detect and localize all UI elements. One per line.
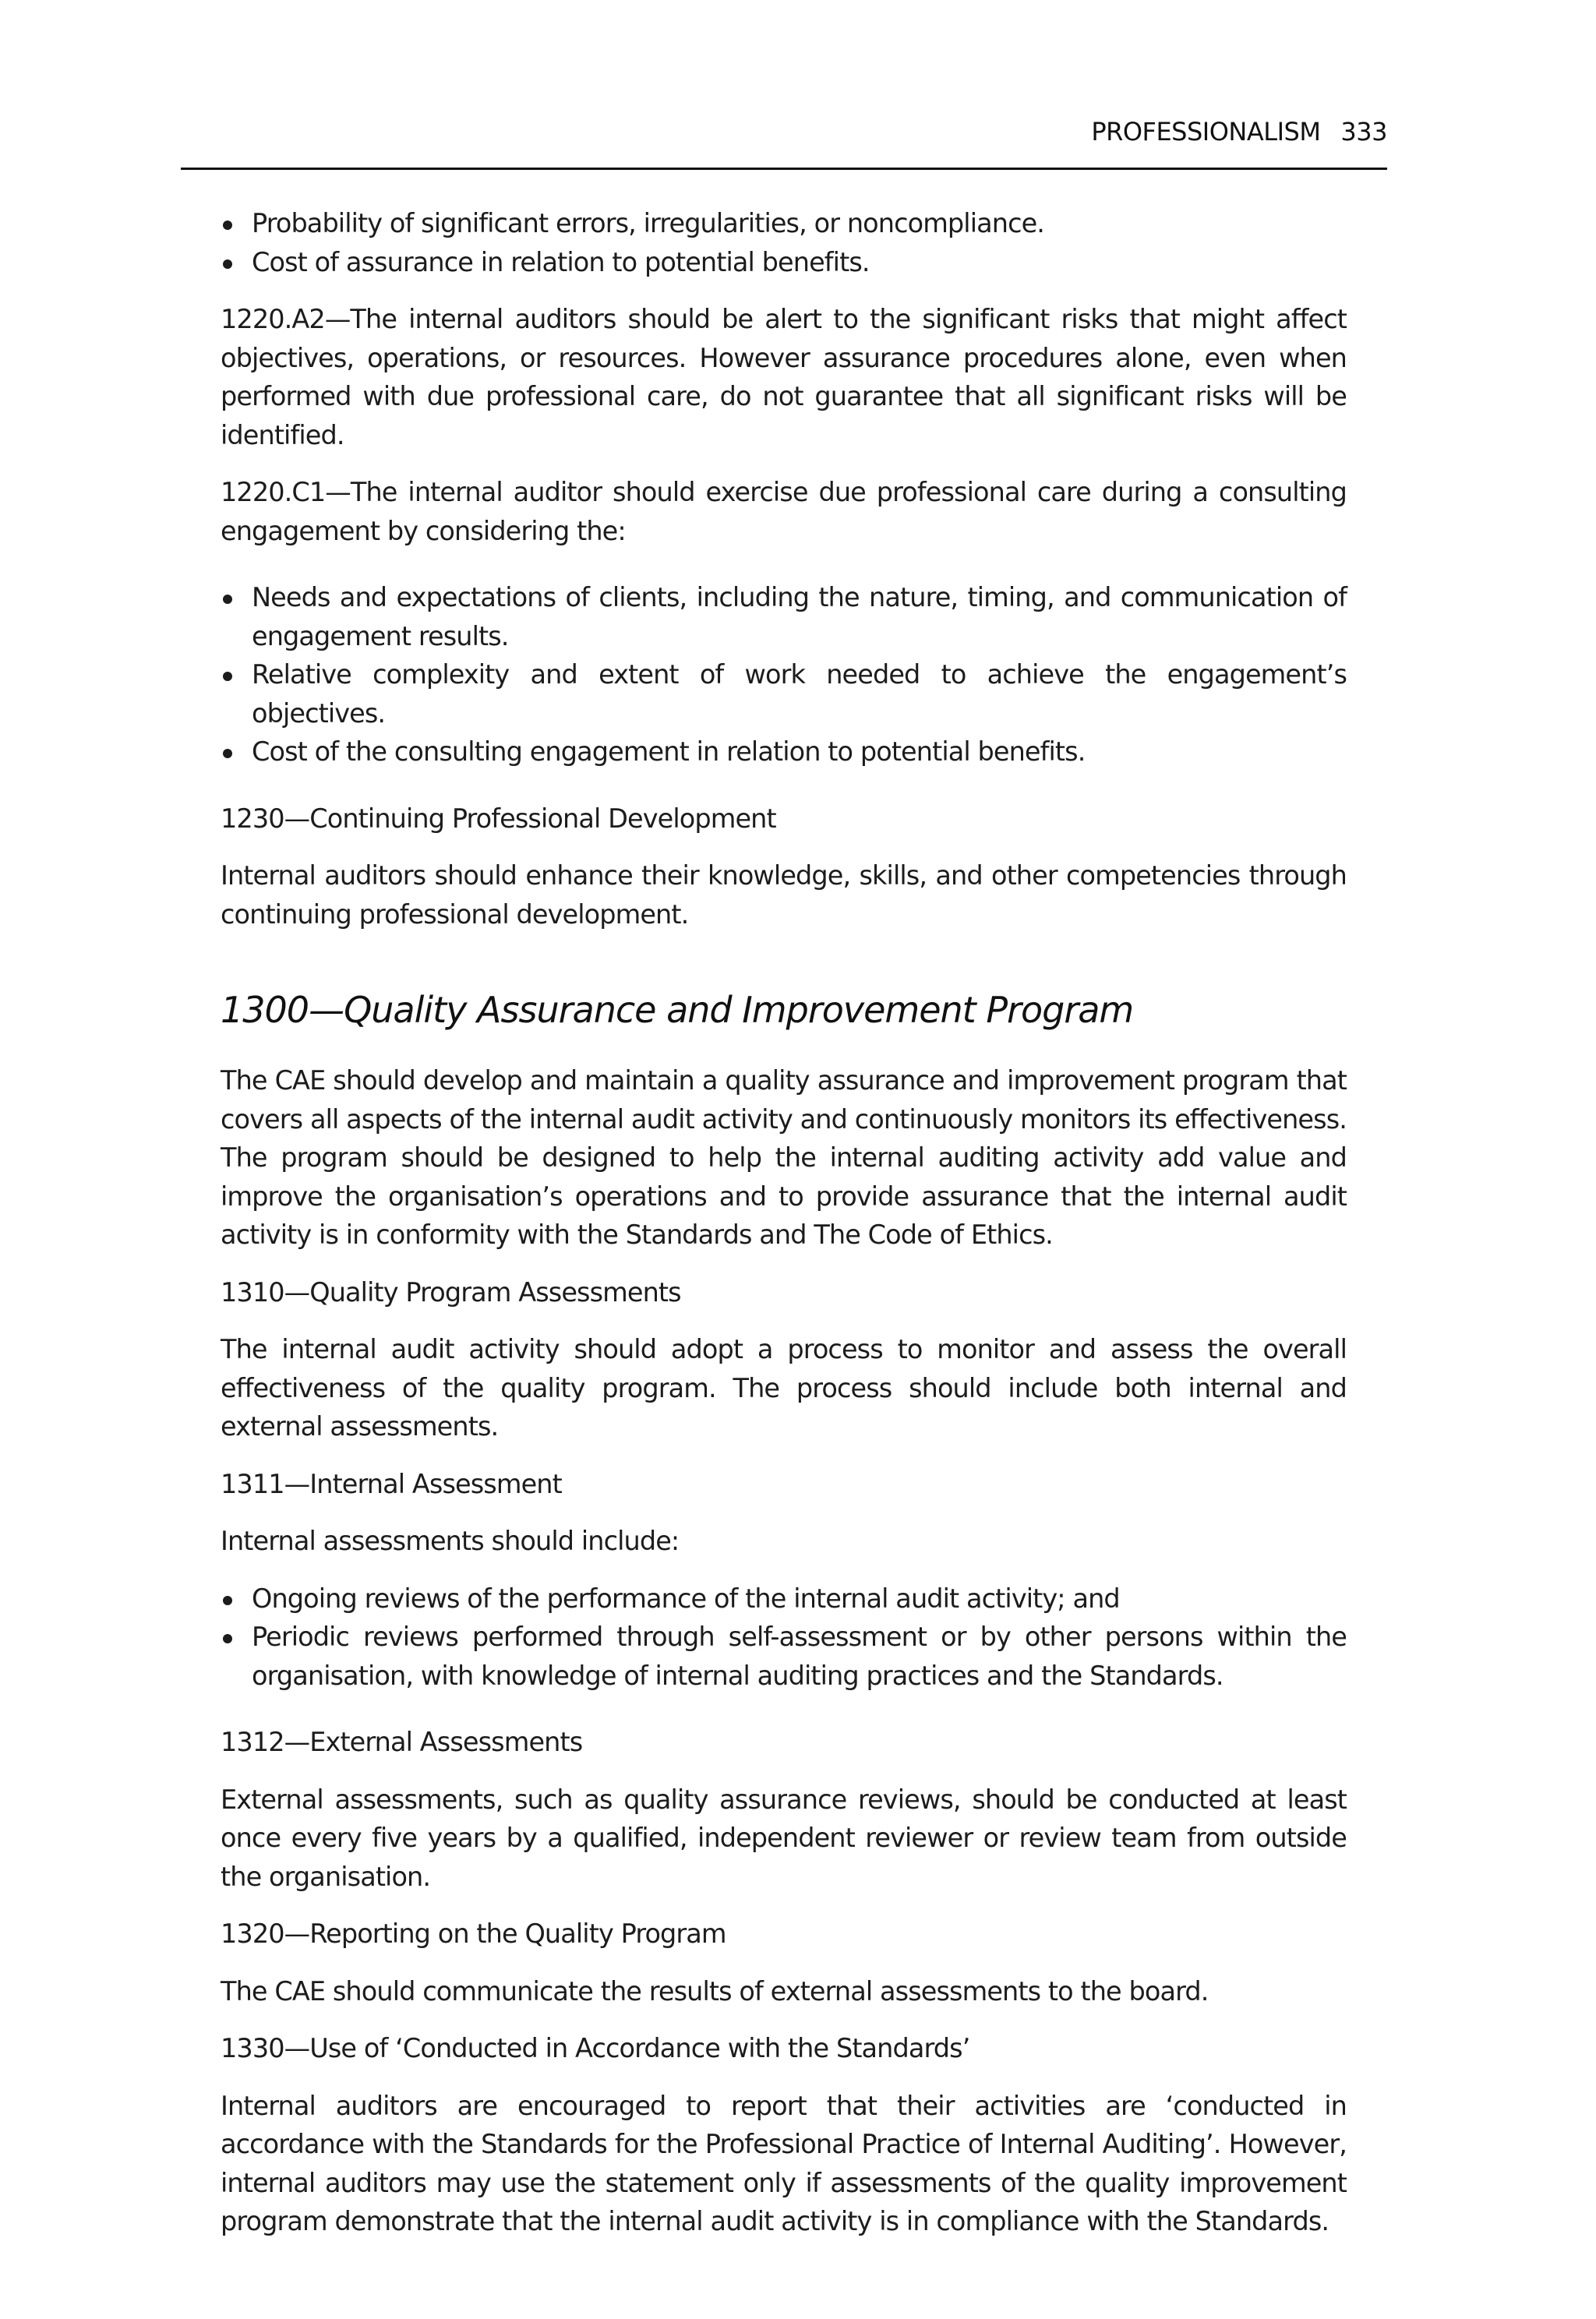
bullet-dot-icon: [223, 672, 232, 681]
bullet-dot-icon: [223, 1596, 232, 1605]
list-item: Needs and expectations of clients, including the nature, timing, and communication of engagement results.: [221, 578, 1347, 655]
subheading-1312: 1312—External Assessments: [221, 1727, 583, 1757]
subheading-1330: 1330—Use of ‘Conducted in Accordance with the Standards’: [221, 2033, 970, 2063]
assurance-bullet-list: [221, 204, 1347, 281]
paragraph-1310: The internal audit activity should adopt a process to monitor and assess the overall effectiveness of the quality program. The process should include both internal and external assessments.: [221, 1334, 1347, 1442]
section-heading-1300: 1300—Quality Assurance and Improvement Program: [221, 989, 1134, 1031]
paragraph-1320: The CAE should communicate the results of external assessments to the board.: [221, 1975, 1209, 2007]
bullet-dot-icon: [223, 259, 232, 269]
bullet-dot-icon: [223, 595, 232, 604]
paragraph-1311: Internal assessments should include:: [221, 1526, 680, 1556]
paragraph-1300: The CAE should develop and maintain a quality assurance and improvement program that covers all aspects of the internal audit activity and continuously monitors its effectiveness. The program should be designed to help the internal auditing activity add value and improve the organisation’s operations and to provide assurance that the internal audit activity is in conformity with the Standards and The Code of Ethics.: [221, 1065, 1347, 1250]
running-header: [181, 117, 1387, 146]
bullet-dot-icon: [223, 749, 232, 758]
page-number: 333: [1340, 117, 1387, 146]
subheading-1310: 1310—Quality Program Assessments: [221, 1276, 681, 1308]
paragraph-1220-c1: 1220.C1—The internal auditor should exercise due professional care during a consulting engagement by considering the:: [221, 477, 1347, 546]
list-item: Cost of assurance in relation to potential benefits.: [221, 243, 1347, 282]
header-rule: [181, 168, 1387, 170]
page-body: [221, 204, 1347, 2260]
subheading-1230: 1230—Continuing Professional Development: [221, 803, 776, 834]
subheading-1311: 1311—Internal Assessment: [221, 1468, 562, 1499]
paragraph-1312: External assessments, such as quality assurance reviews, should be conducted at least once every five years by a qualified, independent reviewer or review team from outside the organisation.: [221, 1784, 1347, 1892]
list-item: Cost of the consulting engagement in relation to potential benefits.: [221, 732, 1347, 771]
bullet-dot-icon: [223, 221, 232, 230]
list-item: Probability of significant errors, irregularities, or noncompliance.: [221, 204, 1347, 243]
subheading-1320: 1320—Reporting on the Quality Program: [221, 1918, 726, 1949]
list-item: Relative complexity and extent of work needed to achieve the engagement’s objectives.: [221, 655, 1347, 732]
running-head-title: PROFESSIONALISM: [1091, 117, 1321, 146]
paragraph-1330: Internal auditors are encouraged to report that their activities are ‘conducted in accordance with the Standards for the Professional Practice of Internal Auditing’. However, internal auditors may use the statement only if assessments of the quality improvement program demonstrate that the internal audit activity is in compliance with the Standards.: [221, 2090, 1347, 2236]
consulting-bullet-list: [221, 578, 1347, 771]
bullet-dot-icon: [223, 1634, 232, 1643]
internal-assessment-bullet-list: [221, 1580, 1347, 1696]
paragraph-1230: Internal auditors should enhance their knowledge, skills, and other competencies through continuing professional development.: [221, 860, 1347, 930]
list-item: Periodic reviews performed through self-assessment or by other persons within the organisation, with knowledge of internal auditing practices and the Standards.: [221, 1618, 1347, 1695]
paragraph-1220-a2: 1220.A2—The internal auditors should be alert to the significant risks that might affect objectives, operations, or resources. However assurance procedures alone, even when performed with due professional care, do not guarantee that all significant risks will be identified.: [221, 304, 1347, 450]
list-item: Ongoing reviews of the performance of the internal audit activity; and: [221, 1580, 1347, 1618]
